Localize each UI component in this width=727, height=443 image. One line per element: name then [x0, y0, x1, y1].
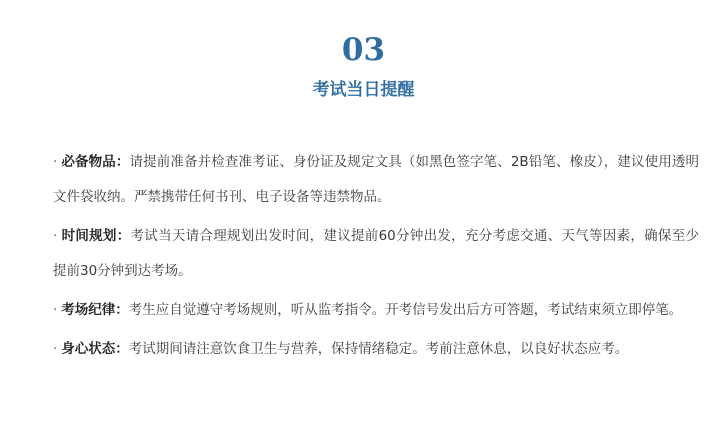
bullet-icon: ·	[53, 154, 58, 170]
item-text: 考试期间请注意饮食卫生与营养，保持情绪稳定。考前注意休息，以良好状态应考。	[128, 341, 629, 357]
list-item-required-items	[53, 145, 699, 215]
item-label: 身心状态：	[61, 341, 129, 357]
reminder-list	[53, 145, 699, 371]
list-item-physical-mental-state	[53, 332, 699, 367]
bullet-icon: ·	[53, 302, 58, 318]
bullet-icon: ·	[53, 341, 58, 357]
item-text: 考生应自觉遵守考场规则，听从监考指令。开考信号发出后方可答题，考试结束须立即停笔。	[128, 302, 683, 318]
section-title: 考试当日提醒	[312, 80, 415, 100]
item-text: 考试当天请合理规划出发时间，建议提前60分钟出发，充分考虑交通、天气等因素，确保至少提前30分钟到达考场。	[53, 228, 699, 279]
section-number: 03	[341, 32, 386, 68]
item-label: 考场纪律：	[61, 302, 129, 318]
bullet-icon: ·	[53, 228, 58, 244]
item-text: 请提前准备并检查准考证、身份证及规定文具（如黑色签字笔、2B铅笔、橡皮），建议使用透明文件袋收纳。严禁携带任何书刊、电子设备等违禁物品。	[53, 154, 699, 205]
item-label: 必备物品：	[61, 154, 130, 170]
item-label: 时间规划：	[61, 228, 131, 244]
list-item-time-planning	[53, 219, 699, 289]
list-item-exam-discipline	[53, 293, 699, 328]
